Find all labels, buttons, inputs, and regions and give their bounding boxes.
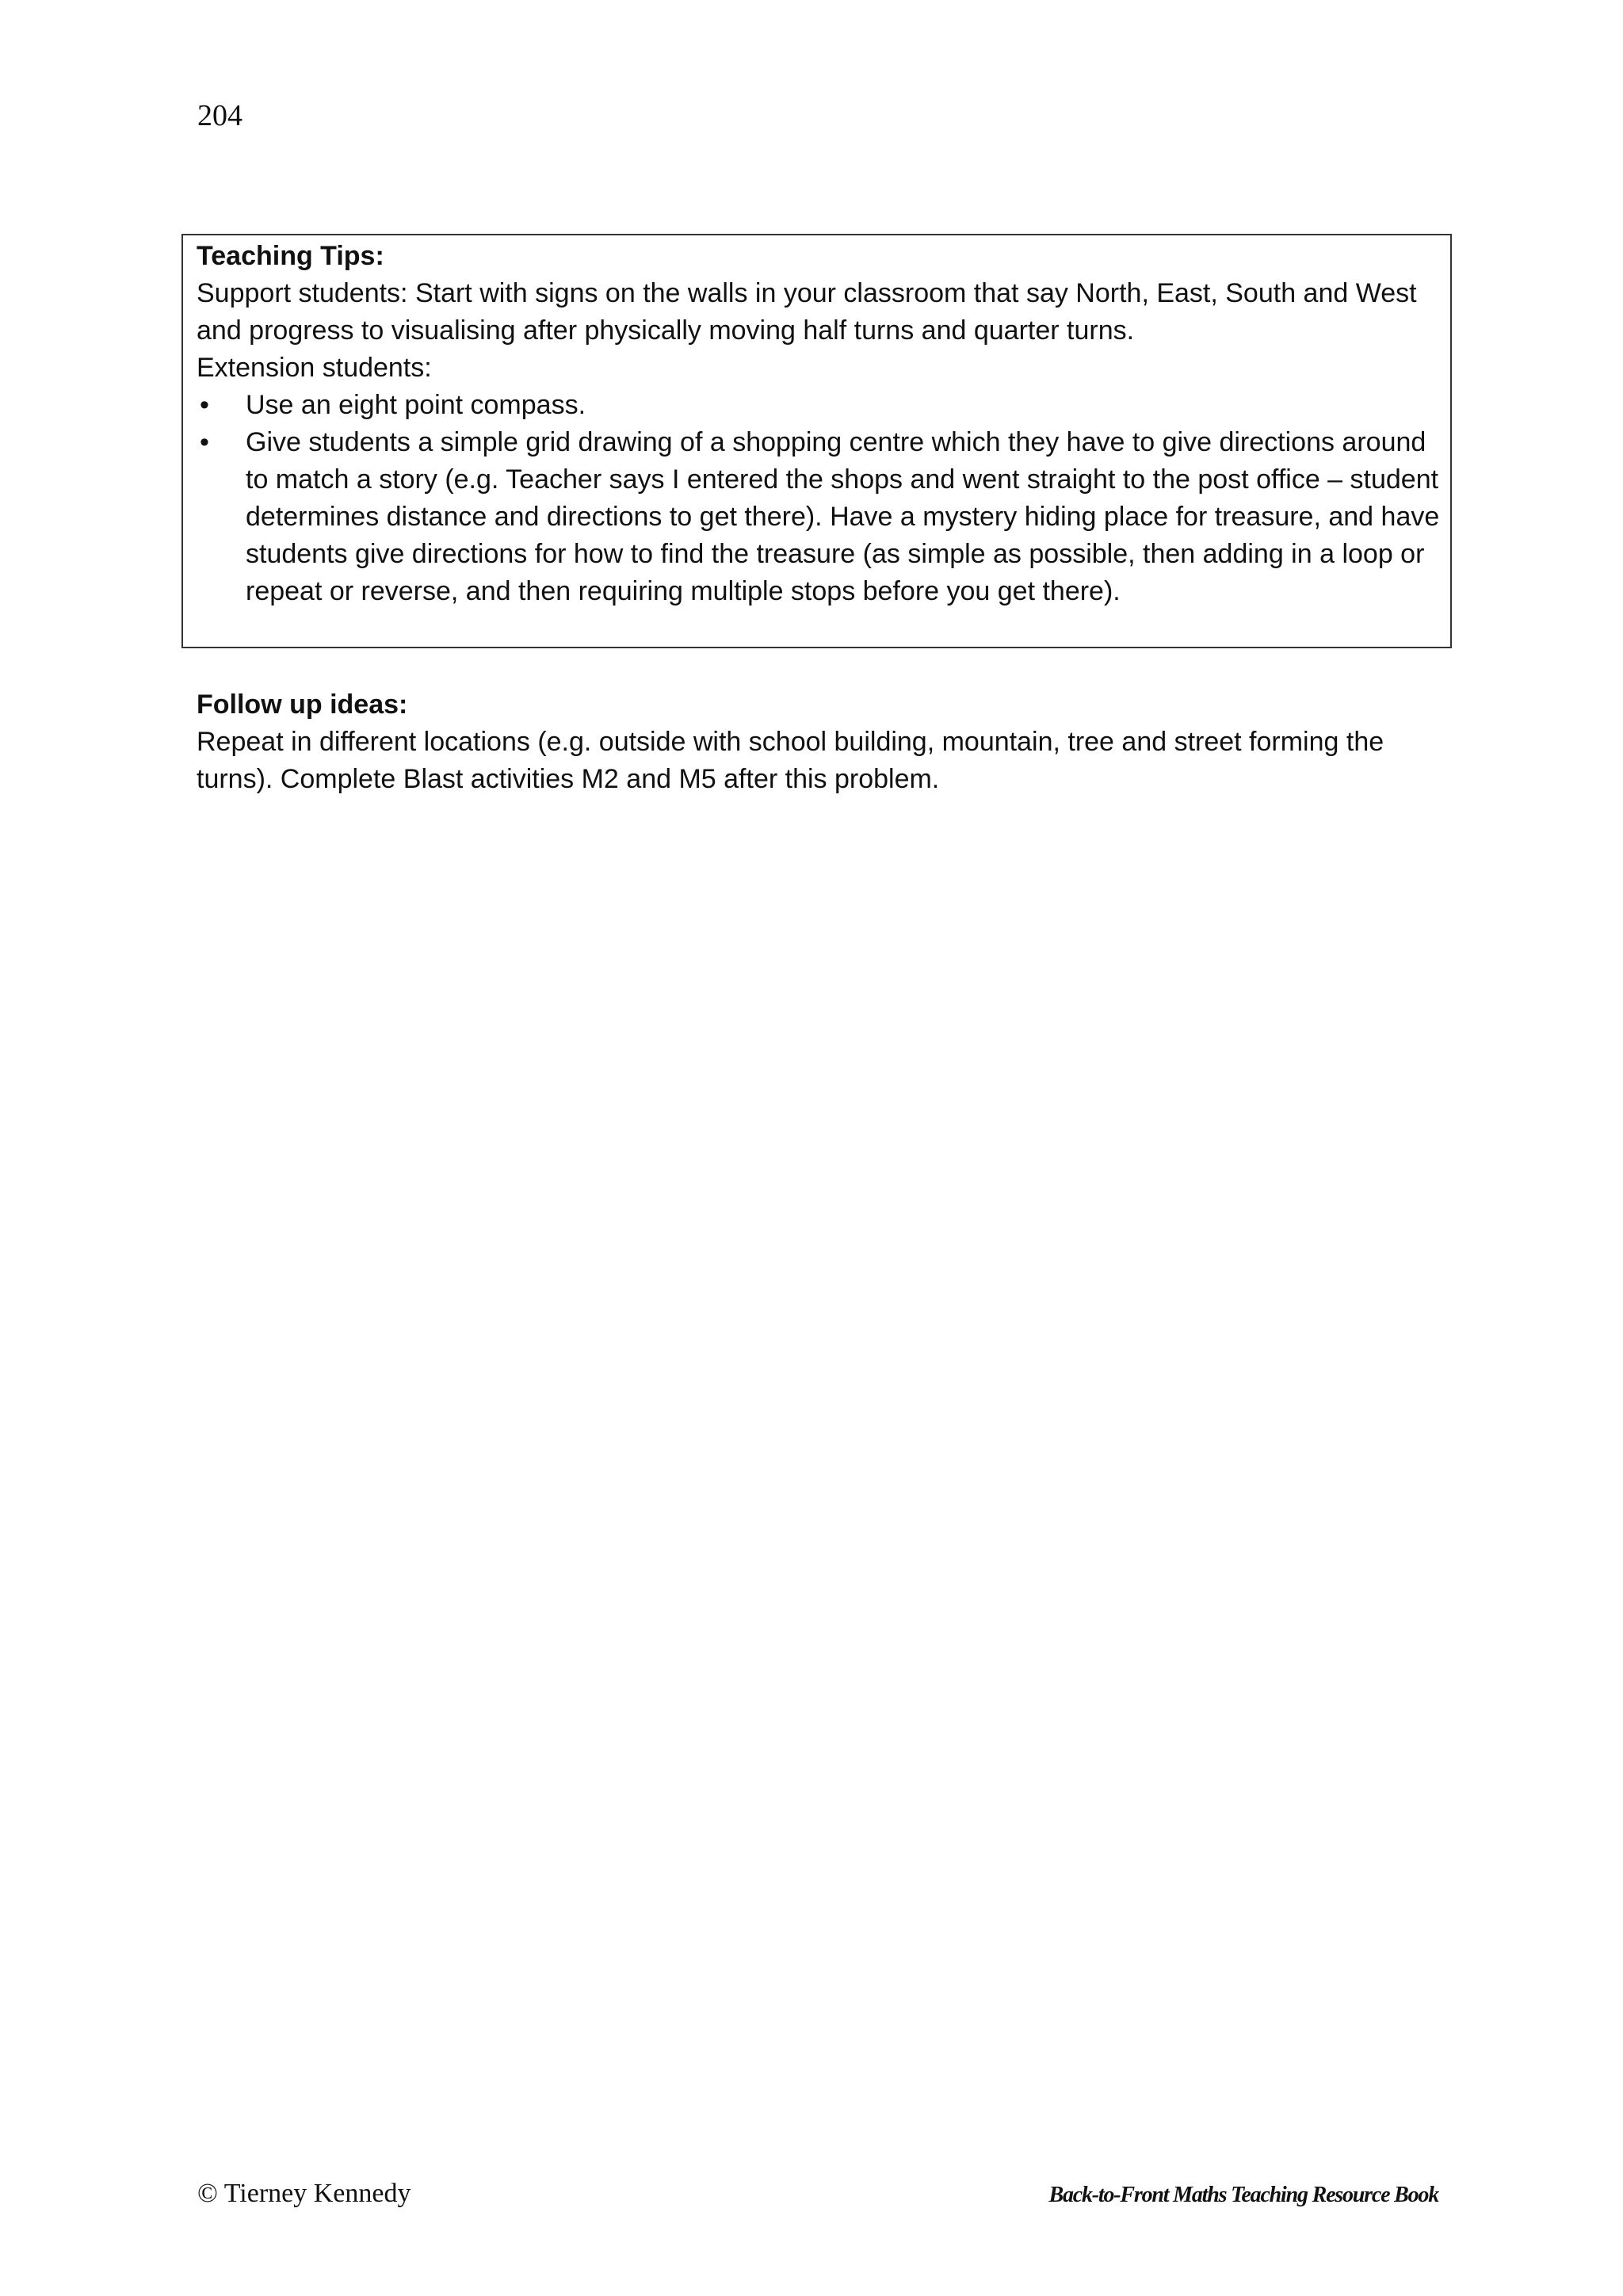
teaching-tips-heading: Teaching Tips: (197, 241, 384, 271)
footer-copyright: © Tierney Kennedy (197, 2179, 411, 2208)
follow-up-text: Repeat in different locations (e.g. outside with school building, mountain, tree and street forming the turns). Complete Blast activities M2 and M5 after this problem. (197, 727, 1384, 794)
bullet-text: Give students a simple grid drawing of a shopping centre which they have to give directions around to match a story (e.g. Teacher says I entered the shops and went straight to the post office – student determines distance and directions to get there). Have a mystery hiding place for treasure, and have students give directions for how to find the treasure (as simple as possible, then adding in a loop or repeat or reverse, and then requiring multiple stops before you get there). (246, 427, 1440, 606)
footer-book-title: Back-to-Front Maths Teaching Resource Book (1048, 2183, 1438, 2207)
page-number: 204 (197, 99, 242, 132)
support-students-text: Support students: Start with signs on the walls in your classroom that say North, East, South and West and progress to visualising after physically moving half turns and quarter turns. (197, 278, 1417, 346)
follow-up-heading: Follow up ideas: (197, 690, 408, 720)
extension-bullet-list (197, 387, 1441, 610)
extension-students-label: Extension students: (197, 353, 432, 383)
bullet-icon: • (200, 427, 209, 457)
teaching-tips-content (197, 238, 1441, 610)
list-item (197, 387, 1441, 424)
list-item (197, 424, 1441, 610)
follow-up-section (197, 686, 1441, 798)
bullet-icon: • (200, 390, 209, 420)
bullet-text: Use an eight point compass. (246, 390, 586, 420)
